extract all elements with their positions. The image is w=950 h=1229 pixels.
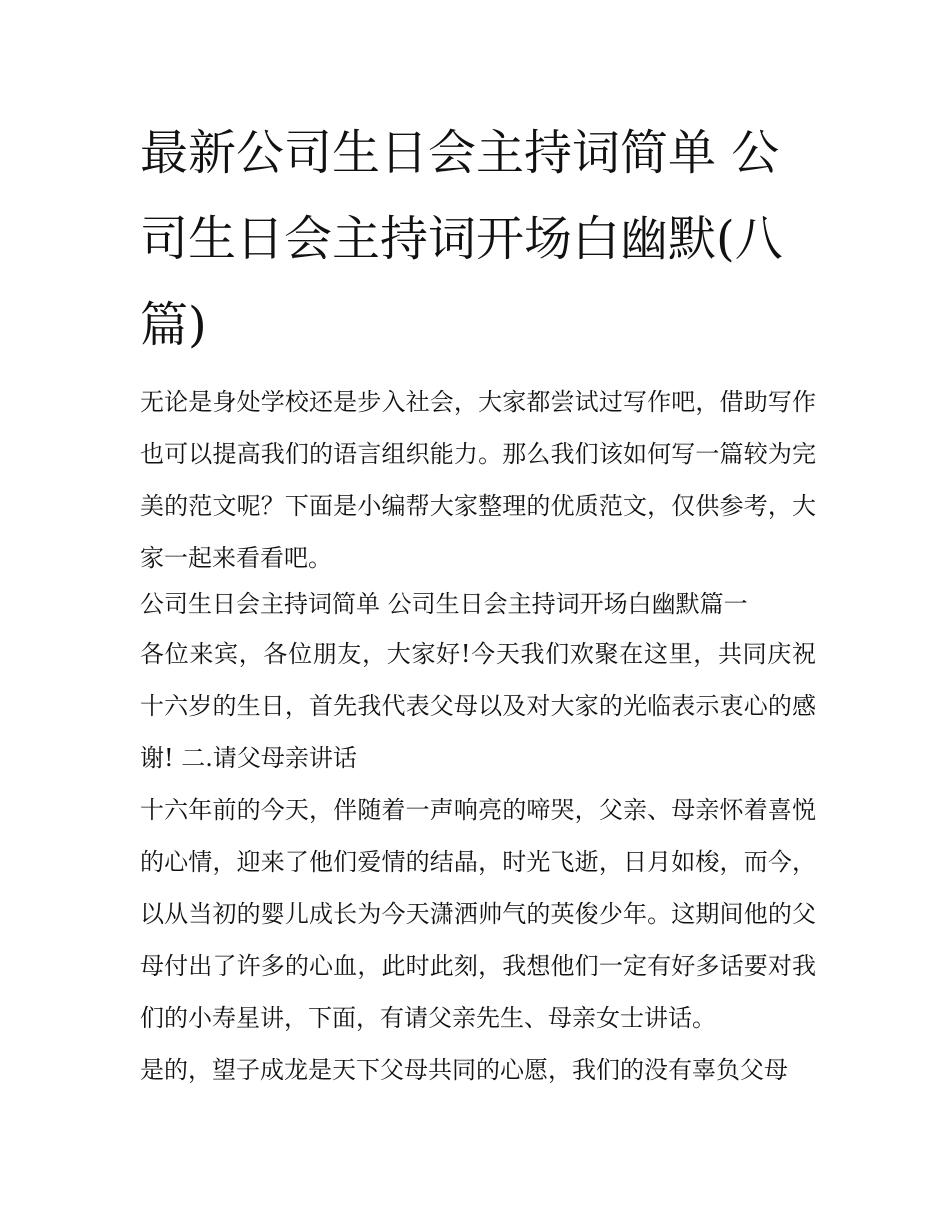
speech-paragraph: 十六年前的今天，伴随着一声响亮的啼哭，父亲、母亲怀着喜悦的心情，迎来了他们爱情的结晶，时光飞逝，日月如梭，而今，以从当初的婴儿成长为今天潇洒帅气的英俊少年。这期间他的父母付出了许多的心血，此时此刻，我想他们一定有好多话要对我们的小寿星讲，下面，有请父亲先生、母亲女士讲话。 — [140, 796, 816, 1032]
section-heading: 公司生日会主持词简单 公司生日会主持词开场白幽默篇一 — [140, 590, 748, 618]
intro-paragraph: 无论是身处学校还是步入社会，大家都尝试过写作吧，借助写作也可以提高我们的语言组织能力。那么我们该如何写一篇较为完美的范文呢？下面是小编帮大家整理的优质范文，仅供参考，大家一起来看看吧。 — [140, 388, 816, 572]
document-content — [140, 110, 816, 1096]
document-body — [140, 376, 816, 1096]
document-title: 最新公司生日会主持词简单 公司生日会主持词开场白幽默(八篇) — [140, 125, 783, 353]
greeting-paragraph: 各位来宾，各位朋友，大家好!今天我们欢聚在这里，共同庆祝十六岁的生日，首先我代表父母以及对大家的光临表示衷心的感谢! 二.请父母亲讲话 — [140, 640, 816, 772]
closing-paragraph: 是的，望子成龙是天下父母共同的心愿，我们的没有辜负父母 — [140, 1056, 788, 1084]
